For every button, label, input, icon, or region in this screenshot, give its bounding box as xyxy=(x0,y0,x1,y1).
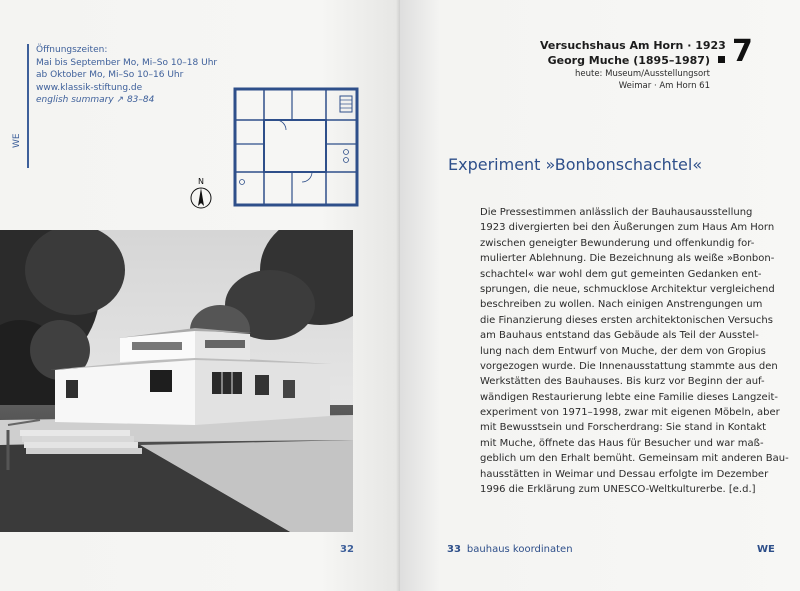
body-line: zwischen geneigter Bewunderung und offenkundig for- xyxy=(480,237,755,249)
body-line: vorgezogen wurde. Die Innenausstattung stammte aus den xyxy=(480,360,778,372)
body-line: mit Bewusstsein und Forscherdrang: Sie stand in Kontakt xyxy=(480,422,767,434)
body-line: die Finanzierung dieses ersten architektonischen Versuchs xyxy=(480,314,773,326)
opening-hours-heading: Öffnungszeiten: xyxy=(36,45,108,55)
body-line: schachtel« war wohl dem gut gemeinten Gedanken ent- xyxy=(480,268,762,280)
north-label: N xyxy=(198,177,204,186)
floor-plan-image xyxy=(232,86,360,208)
page-number-left: 32 xyxy=(340,544,354,555)
body-line: beschreiben zu wollen. Nach einigen Anstrengungen um xyxy=(480,299,763,311)
body-line: hausstätten in Weimar und Dessau erfolgte im Dezember xyxy=(480,468,769,480)
entry-title: Versuchshaus Am Horn · 1923 xyxy=(540,39,726,52)
side-tag-we: WE xyxy=(12,133,22,148)
entry-address: Weimar · Am Horn 61 xyxy=(618,81,710,91)
right-footer xyxy=(447,544,573,555)
entry-header xyxy=(540,38,726,92)
english-summary-ref: english summary ↗ 83–84 xyxy=(36,95,155,105)
body-line: lung nach dem Entwurf von Muche, der dem von Gropius xyxy=(480,345,766,357)
body-line: sprungen, die neue, schmucklose Architektur vergleichend xyxy=(480,283,775,295)
house-photo xyxy=(0,230,353,532)
entry-architect: Georg Muche (1895–1987) xyxy=(547,54,710,67)
section-title: Experiment »Bonbonschachtel« xyxy=(448,155,703,174)
body-line: mit Muche, öffnete das Haus für Besucher und war maß- xyxy=(480,437,764,449)
opening-hours-block xyxy=(36,44,226,107)
body-line: am Bauhaus entstand das Gebäude als Teil der Ausstel- xyxy=(480,330,759,342)
body-line: mulierter Ablehnung. Die Bezeichnung als weiße »Bonbon- xyxy=(480,253,775,265)
entry-number-value: 7 xyxy=(732,34,753,69)
entry-current-use: heute: Museum/Ausstellungsort xyxy=(574,69,710,79)
body-line: experiment von 1971–1998, zwar mit eigenen Möbeln, aber xyxy=(480,407,780,419)
opening-hours-summer: Mai bis September Mo, Mi–So 10–18 Uhr xyxy=(36,57,218,68)
body-line: wändigen Restaurierung lebte eine Familie dieses Langzeit- xyxy=(480,391,779,403)
body-line: 1996 die Erklärung zum UNESCO-Weltkulturerbe. [e.d.] xyxy=(480,484,756,496)
footer-book-title: bauhaus koordinaten xyxy=(466,544,573,555)
north-arrow-icon xyxy=(188,176,214,212)
footer-tag-we: WE xyxy=(757,544,775,555)
body-line: geblich um den Erhalt bemüht. Gemeinsam mit anderen Bau- xyxy=(480,453,789,465)
body-text xyxy=(480,205,789,497)
entry-number xyxy=(718,36,753,68)
body-line: 1923 divergierten bei den Äußerungen zum Haus Am Horn xyxy=(480,222,775,234)
body-line: Werkstätten des Bauhauses. Bis kurz vor Beginn der auf- xyxy=(480,376,765,388)
website-link[interactable]: www.klassik-stiftung.de xyxy=(36,82,143,93)
side-rule xyxy=(27,44,29,168)
opening-hours-winter: ab Oktober Mo, Mi–So 10–16 Uhr xyxy=(36,70,184,80)
body-line: Die Pressestimmen anlässlich der Bauhausausstellung xyxy=(480,207,753,218)
page-number-right: 33 xyxy=(447,544,461,555)
